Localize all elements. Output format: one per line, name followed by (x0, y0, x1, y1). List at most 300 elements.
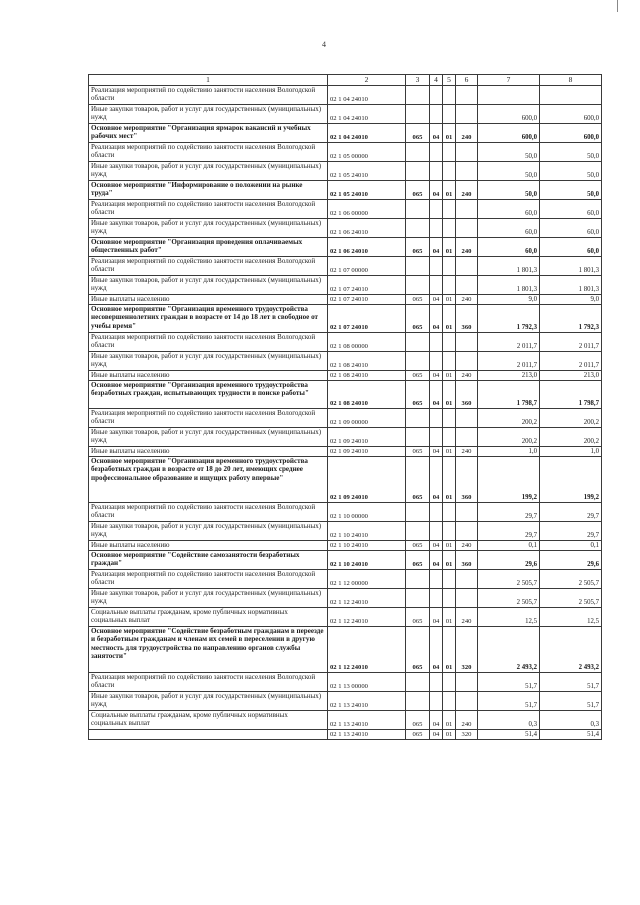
table-row (89, 457, 602, 503)
row-section-code (430, 503, 443, 522)
row-code: 02 1 12 00000 (328, 570, 406, 589)
row-subsection-code (443, 428, 456, 447)
row-section-code: 04 (430, 608, 443, 627)
row-code: 02 1 13 24010 (328, 692, 406, 711)
row-ministry-code (406, 570, 430, 589)
row-section-code (430, 589, 443, 608)
row-code: 02 1 12 24010 (328, 608, 406, 627)
row-amount: 1,0 (478, 447, 540, 457)
row-expense-type (456, 257, 478, 276)
row-section-code (430, 522, 443, 541)
row-expense-type (456, 352, 478, 371)
row-ministry-code (406, 673, 430, 692)
table-row (89, 627, 602, 673)
row-code: 02 1 04 24010 (328, 124, 406, 143)
row-subsection-code: 01 (443, 295, 456, 305)
row-name: Основное мероприятие "Организация временного трудоустройства несовершеннолетних граждан в возрасте от 14 до 18 лет в свободное от учебы время" (89, 305, 328, 333)
table-row (89, 589, 602, 608)
row-amount: 50,0 (478, 162, 540, 181)
row-expense-type (456, 200, 478, 219)
row-amount-next: 0,1 (540, 541, 602, 551)
row-expense-type (456, 86, 478, 105)
column-header: 2 (328, 75, 406, 86)
table-row (89, 522, 602, 541)
row-subsection-code: 01 (443, 551, 456, 570)
row-ministry-code: 065 (406, 541, 430, 551)
row-amount: 2 505,7 (478, 589, 540, 608)
row-expense-type (456, 692, 478, 711)
row-amount-next: 60,0 (540, 238, 602, 257)
row-expense-type (456, 673, 478, 692)
row-name: Иные закупки товаров, работ и услуг для государственных (муниципальных) нужд (89, 162, 328, 181)
table-header-row (89, 75, 602, 86)
row-ministry-code: 065 (406, 457, 430, 503)
row-subsection-code: 01 (443, 627, 456, 673)
table-row (89, 200, 602, 219)
table-row (89, 238, 602, 257)
row-section-code (430, 692, 443, 711)
table-row (89, 673, 602, 692)
row-subsection-code: 01 (443, 124, 456, 143)
row-amount: 50,0 (478, 143, 540, 162)
row-name: Иные закупки товаров, работ и услуг для государственных (муниципальных) нужд (89, 522, 328, 541)
row-section-code: 04 (430, 305, 443, 333)
row-expense-type (456, 589, 478, 608)
row-name: Иные выплаты населению (89, 541, 328, 551)
row-name: Иные закупки товаров, работ и услуг для государственных (муниципальных) нужд (89, 589, 328, 608)
row-subsection-code: 01 (443, 608, 456, 627)
table-row (89, 608, 602, 627)
row-amount: 29,7 (478, 522, 540, 541)
table-row (89, 371, 602, 381)
row-name: Реализация мероприятий по содействию занятости населения Вологодской области (89, 570, 328, 589)
row-section-code (430, 570, 443, 589)
row-amount: 2 505,7 (478, 570, 540, 589)
row-ministry-code: 065 (406, 608, 430, 627)
row-subsection-code (443, 522, 456, 541)
row-amount: 600,0 (478, 105, 540, 124)
row-name: Реализация мероприятий по содействию занятости населения Вологодской области (89, 200, 328, 219)
row-section-code: 04 (430, 730, 443, 740)
row-amount-next: 60,0 (540, 219, 602, 238)
row-code: 02 1 09 24010 (328, 428, 406, 447)
row-ministry-code (406, 409, 430, 428)
table-row (89, 305, 602, 333)
row-amount: 60,0 (478, 200, 540, 219)
row-section-code: 04 (430, 457, 443, 503)
row-code: 02 1 08 24010 (328, 352, 406, 371)
row-amount-next: 12,5 (540, 608, 602, 627)
row-amount: 0,1 (478, 541, 540, 551)
row-amount: 200,2 (478, 428, 540, 447)
page-number: 4 (322, 40, 326, 49)
row-code: 02 1 08 24010 (328, 371, 406, 381)
row-amount: 1 801,3 (478, 276, 540, 295)
row-amount-next: 29,7 (540, 522, 602, 541)
row-expense-type: 240 (456, 447, 478, 457)
row-expense-type: 240 (456, 541, 478, 551)
row-amount: 29,7 (478, 503, 540, 522)
row-expense-type (456, 333, 478, 352)
row-ministry-code (406, 692, 430, 711)
row-name: Реализация мероприятий по содействию занятости населения Вологодской области (89, 257, 328, 276)
row-code: 02 1 12 24010 (328, 589, 406, 608)
row-name: Иные закупки товаров, работ и услуг для государственных (муниципальных) нужд (89, 105, 328, 124)
row-code: 02 1 13 24010 (328, 711, 406, 730)
row-code: 02 1 10 24010 (328, 541, 406, 551)
column-header: 1 (89, 75, 328, 86)
row-ministry-code (406, 257, 430, 276)
row-subsection-code (443, 352, 456, 371)
row-ministry-code (406, 333, 430, 352)
row-subsection-code (443, 143, 456, 162)
row-subsection-code (443, 570, 456, 589)
row-expense-type: 240 (456, 124, 478, 143)
row-section-code (430, 673, 443, 692)
row-expense-type (456, 143, 478, 162)
row-section-code: 04 (430, 295, 443, 305)
row-ministry-code: 065 (406, 447, 430, 457)
row-code: 02 1 06 24010 (328, 238, 406, 257)
table-row (89, 711, 602, 730)
row-subsection-code (443, 105, 456, 124)
row-ministry-code: 065 (406, 627, 430, 673)
row-ministry-code: 065 (406, 381, 430, 409)
row-expense-type: 240 (456, 371, 478, 381)
row-code: 02 1 06 24010 (328, 219, 406, 238)
row-ministry-code (406, 352, 430, 371)
row-section-code (430, 105, 443, 124)
row-name: Основное мероприятие "Организация временного трудоустройства безработных граждан, испытывающих трудности в поиске работы" (89, 381, 328, 409)
table-row (89, 295, 602, 305)
row-subsection-code (443, 673, 456, 692)
row-subsection-code (443, 162, 456, 181)
row-amount-next: 50,0 (540, 143, 602, 162)
row-amount-next: 29,7 (540, 503, 602, 522)
row-amount: 60,0 (478, 219, 540, 238)
row-amount: 600,0 (478, 124, 540, 143)
row-amount: 51,4 (478, 730, 540, 740)
row-expense-type (456, 105, 478, 124)
row-amount: 0,3 (478, 711, 540, 730)
row-name (89, 730, 328, 740)
row-amount-next: 600,0 (540, 124, 602, 143)
row-amount-next: 200,2 (540, 409, 602, 428)
row-ministry-code: 065 (406, 305, 430, 333)
row-ministry-code (406, 86, 430, 105)
row-name: Реализация мероприятий по содействию занятости населения Вологодской области (89, 86, 328, 105)
table-row (89, 86, 602, 105)
row-ministry-code (406, 200, 430, 219)
row-amount: 60,0 (478, 238, 540, 257)
row-code: 02 1 09 24010 (328, 457, 406, 503)
row-expense-type: 360 (456, 551, 478, 570)
row-code: 02 1 05 24010 (328, 162, 406, 181)
row-section-code: 04 (430, 124, 443, 143)
table-row (89, 219, 602, 238)
row-amount: 2 493,2 (478, 627, 540, 673)
row-subsection-code (443, 589, 456, 608)
budget-table (88, 74, 602, 740)
row-name: Иные выплаты населению (89, 295, 328, 305)
row-subsection-code (443, 219, 456, 238)
row-ministry-code: 065 (406, 295, 430, 305)
row-amount: 200,2 (478, 409, 540, 428)
row-amount-next: 1,0 (540, 447, 602, 457)
table-row (89, 162, 602, 181)
row-amount (478, 86, 540, 105)
row-ministry-code (406, 143, 430, 162)
row-amount: 9,0 (478, 295, 540, 305)
row-amount-next: 2 493,2 (540, 627, 602, 673)
row-expense-type (456, 570, 478, 589)
row-expense-type: 360 (456, 305, 478, 333)
row-section-code (430, 276, 443, 295)
row-ministry-code: 065 (406, 551, 430, 570)
row-name: Иные закупки товаров, работ и услуг для государственных (муниципальных) нужд (89, 219, 328, 238)
row-code: 02 1 08 24010 (328, 381, 406, 409)
row-amount-next: 1 801,3 (540, 276, 602, 295)
scan-edge-mark (617, 0, 618, 12)
row-subsection-code: 01 (443, 447, 456, 457)
row-expense-type (456, 219, 478, 238)
row-amount: 12,5 (478, 608, 540, 627)
table-body (89, 75, 602, 740)
row-name: Иные выплаты населению (89, 447, 328, 457)
row-amount-next (540, 86, 602, 105)
row-name: Реализация мероприятий по содействию занятости населения Вологодской области (89, 143, 328, 162)
column-header: 6 (456, 75, 478, 86)
row-expense-type (456, 522, 478, 541)
row-section-code (430, 86, 443, 105)
row-ministry-code (406, 219, 430, 238)
row-subsection-code (443, 692, 456, 711)
row-ministry-code (406, 105, 430, 124)
row-name: Основное мероприятие "Содействие безработным гражданам в переезде и безработным гражданам и членам их семей в переселении в другую местность для трудоустройства по направлению органов службы занятости" (89, 627, 328, 673)
row-amount-next: 199,2 (540, 457, 602, 503)
row-section-code: 04 (430, 711, 443, 730)
row-expense-type: 320 (456, 730, 478, 740)
row-expense-type (456, 162, 478, 181)
row-code: 02 1 05 00000 (328, 143, 406, 162)
row-expense-type (456, 409, 478, 428)
row-ministry-code (406, 503, 430, 522)
row-ministry-code: 065 (406, 238, 430, 257)
row-amount: 51,7 (478, 692, 540, 711)
row-name: Реализация мероприятий по содействию занятости населения Вологодской области (89, 673, 328, 692)
row-section-code (430, 143, 443, 162)
row-subsection-code: 01 (443, 711, 456, 730)
row-subsection-code: 01 (443, 381, 456, 409)
row-amount-next: 50,0 (540, 181, 602, 200)
row-amount: 29,6 (478, 551, 540, 570)
row-ministry-code (406, 162, 430, 181)
row-ministry-code: 065 (406, 371, 430, 381)
table-row (89, 276, 602, 295)
table-row (89, 333, 602, 352)
row-name: Основное мероприятие "Информирование о положении на рынке труда" (89, 181, 328, 200)
row-amount-next: 51,4 (540, 730, 602, 740)
row-subsection-code: 01 (443, 541, 456, 551)
row-ministry-code (406, 589, 430, 608)
row-subsection-code: 01 (443, 181, 456, 200)
row-name: Основное мероприятие "Содействие самозанятости безработных граждан" (89, 551, 328, 570)
row-ministry-code: 065 (406, 730, 430, 740)
table-row (89, 692, 602, 711)
row-expense-type: 360 (456, 381, 478, 409)
budget-sheet (88, 74, 601, 740)
row-code: 02 1 07 24010 (328, 295, 406, 305)
row-section-code (430, 409, 443, 428)
row-section-code: 04 (430, 371, 443, 381)
row-name: Иные закупки товаров, работ и услуг для государственных (муниципальных) нужд (89, 428, 328, 447)
row-section-code (430, 333, 443, 352)
row-name: Социальные выплаты гражданам, кроме публичных нормативных социальных выплат (89, 711, 328, 730)
row-code: 02 1 05 24010 (328, 181, 406, 200)
row-subsection-code (443, 409, 456, 428)
row-name: Социальные выплаты гражданам, кроме публичных нормативных социальных выплат (89, 608, 328, 627)
row-name: Иные закупки товаров, работ и услуг для государственных (муниципальных) нужд (89, 276, 328, 295)
table-row (89, 570, 602, 589)
row-amount-next: 2 011,7 (540, 352, 602, 371)
row-subsection-code (443, 86, 456, 105)
table-row (89, 447, 602, 457)
row-code: 02 1 07 00000 (328, 257, 406, 276)
row-code: 02 1 08 00000 (328, 333, 406, 352)
row-code: 02 1 07 24010 (328, 276, 406, 295)
column-header: 3 (406, 75, 430, 86)
row-subsection-code: 01 (443, 371, 456, 381)
row-expense-type (456, 503, 478, 522)
row-expense-type: 240 (456, 238, 478, 257)
row-ministry-code (406, 276, 430, 295)
row-amount: 50,0 (478, 181, 540, 200)
row-code: 02 1 09 00000 (328, 409, 406, 428)
row-subsection-code: 01 (443, 457, 456, 503)
table-row (89, 381, 602, 409)
table-row (89, 181, 602, 200)
row-expense-type: 240 (456, 608, 478, 627)
row-code: 02 1 06 00000 (328, 200, 406, 219)
row-section-code: 04 (430, 551, 443, 570)
row-ministry-code: 065 (406, 181, 430, 200)
row-amount: 1 798,7 (478, 381, 540, 409)
row-subsection-code (443, 503, 456, 522)
row-name: Иные закупки товаров, работ и услуг для государственных (муниципальных) нужд (89, 352, 328, 371)
row-expense-type (456, 276, 478, 295)
column-header: 4 (430, 75, 443, 86)
row-name: Реализация мероприятий по содействию занятости населения Вологодской области (89, 503, 328, 522)
row-code: 02 1 09 24010 (328, 447, 406, 457)
row-name: Основное мероприятие "Организация временного трудоустройства безработных граждан в возрасте от 18 до 20 лет, имеющих среднее профессиональное образование и ищущих работу впервые" (89, 457, 328, 503)
row-amount: 199,2 (478, 457, 540, 503)
row-code: 02 1 10 24010 (328, 551, 406, 570)
row-name: Реализация мероприятий по содействию занятости населения Вологодской области (89, 333, 328, 352)
row-subsection-code (443, 257, 456, 276)
row-section-code: 04 (430, 627, 443, 673)
row-expense-type (456, 428, 478, 447)
row-amount-next: 200,2 (540, 428, 602, 447)
row-amount-next: 1 792,3 (540, 305, 602, 333)
row-section-code: 04 (430, 238, 443, 257)
row-section-code: 04 (430, 181, 443, 200)
row-amount-next: 2 011,7 (540, 333, 602, 352)
row-amount-next: 50,0 (540, 162, 602, 181)
row-section-code: 04 (430, 541, 443, 551)
row-expense-type: 240 (456, 295, 478, 305)
row-amount-next: 60,0 (540, 200, 602, 219)
table-row (89, 503, 602, 522)
row-expense-type: 240 (456, 181, 478, 200)
table-row (89, 105, 602, 124)
column-header: 7 (478, 75, 540, 86)
row-amount-next: 1 798,7 (540, 381, 602, 409)
row-expense-type: 320 (456, 627, 478, 673)
row-amount-next: 9,0 (540, 295, 602, 305)
row-amount-next: 0,3 (540, 711, 602, 730)
row-code: 02 1 04 24010 (328, 105, 406, 124)
row-name: Иные выплаты населению (89, 371, 328, 381)
row-amount: 213,0 (478, 371, 540, 381)
row-section-code (430, 219, 443, 238)
row-amount: 2 011,7 (478, 352, 540, 371)
table-row (89, 541, 602, 551)
row-amount: 51,7 (478, 673, 540, 692)
row-name: Реализация мероприятий по содействию занятости населения Вологодской области (89, 409, 328, 428)
row-subsection-code: 01 (443, 730, 456, 740)
row-expense-type: 360 (456, 457, 478, 503)
row-amount-next: 2 505,7 (540, 570, 602, 589)
row-subsection-code (443, 333, 456, 352)
row-section-code (430, 428, 443, 447)
row-subsection-code: 01 (443, 305, 456, 333)
row-section-code (430, 162, 443, 181)
row-amount-next: 51,7 (540, 673, 602, 692)
table-row (89, 257, 602, 276)
row-name: Основное мероприятие "Организация ярмарок вакансий и учебных рабочих мест" (89, 124, 328, 143)
row-code: 02 1 10 00000 (328, 503, 406, 522)
row-code: 02 1 13 24010 (328, 730, 406, 740)
row-ministry-code: 065 (406, 124, 430, 143)
row-amount: 2 011,7 (478, 333, 540, 352)
row-section-code (430, 257, 443, 276)
row-section-code (430, 200, 443, 219)
row-code: 02 1 13 00000 (328, 673, 406, 692)
row-amount-next: 600,0 (540, 105, 602, 124)
column-header: 8 (540, 75, 602, 86)
table-row (89, 124, 602, 143)
row-section-code: 04 (430, 381, 443, 409)
row-amount-next: 51,7 (540, 692, 602, 711)
row-subsection-code (443, 276, 456, 295)
row-amount-next: 1 801,3 (540, 257, 602, 276)
row-ministry-code (406, 522, 430, 541)
table-row (89, 428, 602, 447)
row-name: Иные закупки товаров, работ и услуг для государственных (муниципальных) нужд (89, 692, 328, 711)
table-row (89, 352, 602, 371)
table-row (89, 409, 602, 428)
row-code: 02 1 10 24010 (328, 522, 406, 541)
row-name: Основное мероприятие "Организация проведения оплачиваемых общественных работ" (89, 238, 328, 257)
row-code: 02 1 04 24010 (328, 86, 406, 105)
row-amount: 1 801,3 (478, 257, 540, 276)
row-amount-next: 213,0 (540, 371, 602, 381)
row-section-code: 04 (430, 447, 443, 457)
row-subsection-code: 01 (443, 238, 456, 257)
row-amount-next: 29,6 (540, 551, 602, 570)
row-code: 02 1 12 24010 (328, 627, 406, 673)
row-subsection-code (443, 200, 456, 219)
